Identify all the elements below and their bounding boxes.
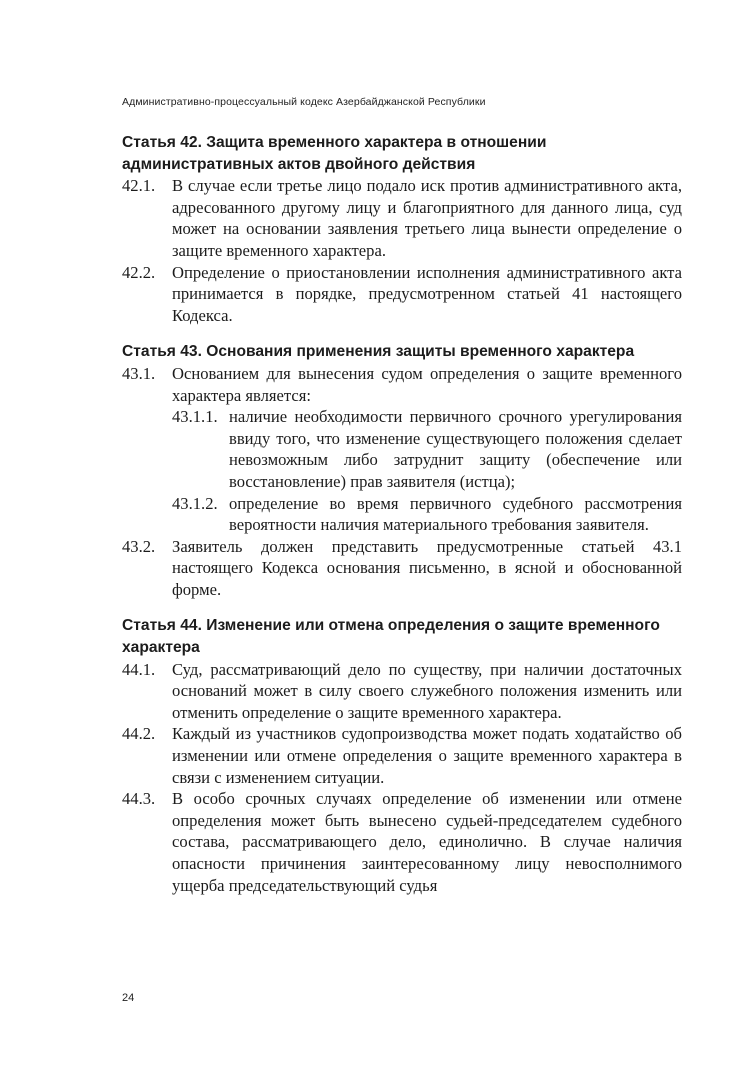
clause-number: 43.1. [122, 363, 156, 383]
running-head: Административно-процессуальный кодекс Азербайджанской Республики [122, 96, 486, 108]
subclause-text: определение во время первичного судебного рассмотрения вероятности наличия материального требования заявителя. [229, 493, 682, 535]
clause-number: 42.2. [122, 262, 156, 282]
clause-text: Каждый из участников судопроизводства может подать ходатайство об изменении или отмене определения о защите временного характера в связи с изменением ситуации. [172, 724, 682, 787]
clause-44-3 [122, 788, 682, 896]
clause-43-2 [122, 536, 682, 601]
article-title: Статья 44. Изменение или отмена определения о защите временного характера [122, 617, 660, 657]
clause-number: 42.1. [122, 176, 156, 196]
clause-text: В случае если третье лицо подало иск против административного акта, адресованного другому лицу и благоприятного для данного лица, суд может на основании заявления третьего лица вынести определение о защите временного характера. [172, 176, 682, 260]
clause-text: Определение о приостановлении исполнения административного акта принимается в порядке, предусмотренном статьей 41 настоящего Кодекса. [172, 262, 682, 325]
article-43 [122, 341, 682, 600]
clause-number: 44.3. [122, 789, 156, 809]
clause-text: В особо срочных случаях определение об изменении или отмене определения может быть вынесено судьей-председателем судебного состава, рассматривающего дело, единолично. В случае наличия опасности причинения заинтересованному лицу невосполнимого ущерба председательствующий судья [172, 789, 682, 895]
clause-text: Суд, рассматривающий дело по существу, при наличии достаточных оснований может в силу своего служебного положения изменить или отменить определение о защите временного характера. [172, 659, 682, 722]
clause-number: 44.1. [122, 659, 156, 679]
clause-number: 44.2. [122, 724, 156, 744]
subclause-number: 43.1.1. [172, 407, 218, 427]
document-body [122, 132, 682, 911]
clause-43-1 [122, 363, 682, 406]
article-title: Статья 43. Основания применения защиты временного характера [122, 343, 635, 361]
article-42 [122, 132, 682, 326]
article-title: Статья 42. Защита временного характера в отношении административных актов двойного действия [122, 134, 547, 173]
subclause-text: наличие необходимости первичного срочного урегулирования ввиду того, что изменение существующего положения сделает невозможным либо затруднит защиту (обеспечение или восстановление) прав заявителя (истца); [229, 407, 682, 491]
clause-42-2 [122, 262, 682, 327]
subclause-number: 43.1.2. [172, 493, 218, 513]
subclause-43-1-2 [122, 493, 682, 536]
subclause-43-1-1 [122, 406, 682, 492]
clause-44-1 [122, 659, 682, 724]
clause-text: Заявитель должен представить предусмотренные статьей 43.1 настоящего Кодекса основания письменно, в ясной и обоснованной форме. [172, 536, 682, 599]
article-44 [122, 615, 682, 896]
clause-number: 43.2. [122, 536, 156, 556]
clause-44-2 [122, 723, 682, 788]
page-number: 24 [122, 992, 135, 1004]
clause-text: Основанием для вынесения судом определения о защите временного характера является: [172, 363, 682, 405]
clause-42-1 [122, 175, 682, 261]
